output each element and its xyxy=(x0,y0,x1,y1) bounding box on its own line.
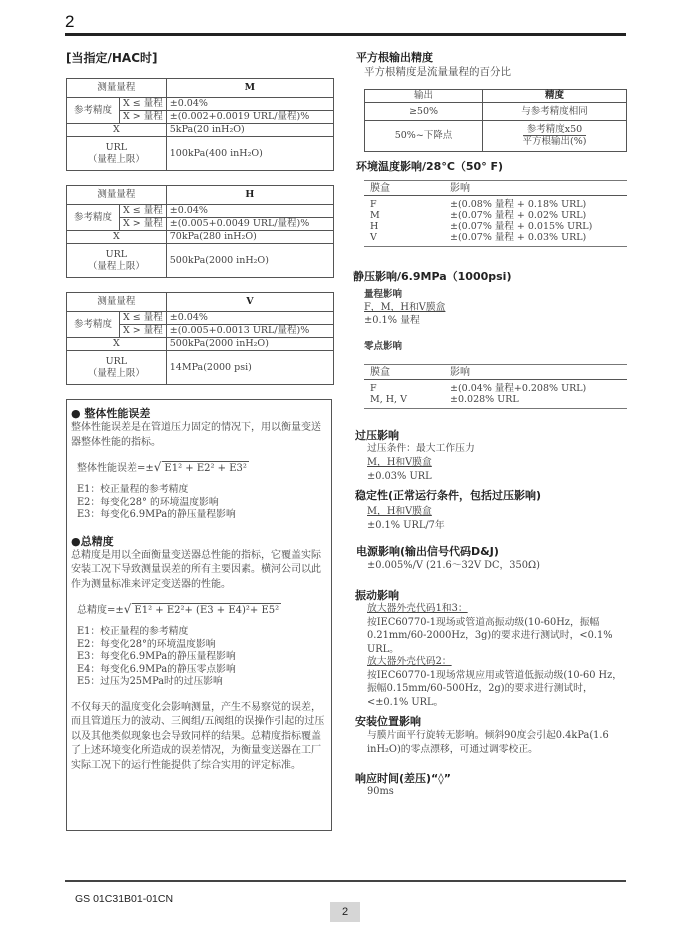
url-value: 500kPa(2000 inH₂O) xyxy=(166,244,333,278)
url-label xyxy=(67,137,167,171)
power-supply-value: ±0.005%/V (21.6～32V DC，350Ω) xyxy=(367,560,540,571)
cond2: X > 量程 xyxy=(120,218,167,231)
overpressure-capsules: M，H和V膜盒 xyxy=(367,457,432,468)
footer-rule xyxy=(65,880,626,882)
sqrt-icon: √ xyxy=(153,460,162,474)
head-output: 输出 xyxy=(365,90,483,103)
sqrt-output-desc: 平方根精度是流量量程的百分比 xyxy=(364,66,511,78)
overall-title: ● 整体性能误差 xyxy=(71,407,151,420)
head-effect: 影响 xyxy=(450,366,470,378)
overpressure-value: ±0.03% URL xyxy=(367,471,432,482)
vibration-code1-text: 按IEC60770-1现场或管道高振动级(10-60Hz，振幅0.21mm/60-2000Hz，3g)的要求进行测试时，<0.1% URL。 xyxy=(367,616,613,655)
section-title-hac: [当指定/HAC时] xyxy=(66,51,158,65)
overall-desc: 整体性能误差是在管道压力固定的情况下，用以衡量变送器整体性能的指标。 xyxy=(71,422,321,448)
total-formula-label: 总精度=± xyxy=(77,605,124,616)
capsule: M, H, V xyxy=(370,394,407,405)
overall-term: E3：每变化6.9MPa的静压量程影响 xyxy=(77,509,236,520)
zero-effect-table xyxy=(364,364,627,409)
effect: ±(0.08% 量程 + 0.18% URL) xyxy=(450,199,587,210)
val2: ±(0.005+0.0013 URL/量程)% xyxy=(166,325,333,338)
mounting-title: 安装位置影响 xyxy=(355,715,421,728)
url-label-sub: （量程上限） xyxy=(87,153,145,165)
power-supply-title: 电源影响(输出信号代码D&J) xyxy=(356,545,499,558)
span-value: ±0.1% 量程 xyxy=(364,315,420,326)
url-label-text: URL xyxy=(105,248,128,260)
capsule: V xyxy=(370,232,377,243)
page-number-top: 2 xyxy=(65,12,75,31)
cond1: X ≤ 量程 xyxy=(120,312,167,325)
head-capsule: 膜盒 xyxy=(370,182,390,194)
vibration-code2-text: 按IEC60770-1现场常规应用或管道低振动级(10-60 Hz，振幅0.15mm/60-500Hz，2g)的要求进行测试时，<±0.1% URL。 xyxy=(367,669,623,708)
x-value: 5kPa(20 inH₂O) xyxy=(166,124,333,137)
total-title: ●总精度 xyxy=(71,534,114,548)
ambient-temp-table xyxy=(364,180,627,247)
accuracy-label: 参考精度 xyxy=(67,312,120,338)
fraction-numerator: 参考精度x50 xyxy=(523,124,587,136)
spec-table-m xyxy=(66,78,334,171)
overall-formula xyxy=(77,460,327,476)
total-formula xyxy=(77,602,327,618)
x-value: 70kPa(280 inH₂O) xyxy=(166,231,333,244)
val1: ±0.04% xyxy=(166,98,333,111)
accuracy-fraction xyxy=(523,124,587,147)
val2: ±(0.002+0.0019 URL/量程)% xyxy=(166,111,333,124)
table-bottom-rule xyxy=(364,247,627,248)
url-label xyxy=(67,244,167,278)
total-term: E4：每变化6.9MPa的静压零点影响 xyxy=(77,663,236,675)
vibration-block xyxy=(367,603,629,709)
head-effect: 影响 xyxy=(450,182,470,194)
overall-formula-label: 整体性能误差=± xyxy=(77,463,154,474)
total-term: E2：每变化28°的环境温度影响 xyxy=(77,638,216,650)
head-accuracy: 精度 xyxy=(483,90,627,103)
sqrt-output-title: 平方根输出精度 xyxy=(356,51,433,64)
cond1: X ≤ 量程 xyxy=(120,205,167,218)
sqrt-output-table xyxy=(364,89,627,152)
page-number-badge: 2 xyxy=(330,902,360,922)
capsule: F xyxy=(370,199,377,210)
overall-term: E1：校正量程的参考精度 xyxy=(77,484,189,495)
span-capsules: F，M，H和V膜盒 xyxy=(364,302,446,313)
accuracy-label: 参考精度 xyxy=(67,205,120,231)
x-value: 500kPa(2000 inH₂O) xyxy=(166,338,333,351)
head-label: 测量量程 xyxy=(67,186,167,205)
x-label: X xyxy=(67,231,167,244)
stability-capsules: M，H和V膜盒 xyxy=(367,506,432,517)
spec-table-v xyxy=(66,292,334,385)
row2-output: 50%~下降点 xyxy=(365,121,483,152)
total-term: E3：每变化6.9MPa的静压量程影响 xyxy=(77,651,236,662)
row2-accuracy xyxy=(483,121,627,152)
val2: ±(0.005+0.0049 URL/量程)% xyxy=(166,218,333,231)
url-label-sub: （量程上限） xyxy=(87,260,145,272)
overpressure-title: 过压影响 xyxy=(355,429,399,442)
response-time-title: 响应时间(差压)“◊” xyxy=(355,772,451,785)
val1: ±0.04% xyxy=(166,205,333,218)
effect: ±(0.04% 量程+0.208% URL) xyxy=(450,383,587,394)
header-rule xyxy=(65,33,626,36)
url-label-text: URL xyxy=(105,355,128,367)
total-desc: 总精度是用以全面衡量变送器总性能的指标，它覆盖实际安装工况下导致测量误差的所有主要因素。横河公司以此作为测量标准来评定变送器的性能。 xyxy=(71,549,321,590)
vibration-code1-label: 放大器外壳代码1和3： xyxy=(367,603,468,614)
capsule: H xyxy=(370,221,379,232)
document-id: GS 01C31B01-01CN xyxy=(75,893,174,905)
overall-formula-expr: E1² + E2² + E3² xyxy=(164,463,247,474)
overpressure-condition: 过压条件：最大工作压力 xyxy=(367,443,475,454)
accuracy-label: 参考精度 xyxy=(67,98,120,124)
capsule-label: H xyxy=(166,186,333,205)
capsule: F xyxy=(370,383,377,394)
cond1: X ≤ 量程 xyxy=(120,98,167,111)
zero-effect-title: 零点影响 xyxy=(364,341,403,352)
url-value: 14MPa(2000 psi) xyxy=(166,351,333,385)
ambient-temp-title: 环境温度影响/28°C（50° F) xyxy=(356,160,504,173)
capsule-label: M xyxy=(166,79,333,98)
fraction-denominator: 平方根输出(%) xyxy=(522,136,587,147)
row1-output: ≥50% xyxy=(365,103,483,121)
total-term: E1：校正量程的参考精度 xyxy=(77,626,189,637)
response-time-value: 90ms xyxy=(367,786,394,797)
url-value: 100kPa(400 inH₂O) xyxy=(166,137,333,171)
effect: ±0.028% URL xyxy=(450,394,519,405)
url-label-sub: （量程上限） xyxy=(87,367,145,379)
total-term: E5：过压为25MPa时的过压影响 xyxy=(77,676,223,687)
static-pressure-title: 静压影响/6.9MPa（1000psi) xyxy=(353,270,512,283)
effect: ±(0.07% 量程 + 0.015% URL) xyxy=(450,221,593,232)
head-label: 测量量程 xyxy=(67,293,167,312)
total-formula-expr: E1² + E2²+ (E3 + E4)²+ E5² xyxy=(134,605,280,616)
table-bottom-rule xyxy=(364,409,627,410)
vibration-title: 振动影响 xyxy=(355,589,399,602)
capsule: M xyxy=(370,210,380,221)
head-capsule: 膜盒 xyxy=(370,366,390,378)
vibration-code2-label: 放大器外壳代码2： xyxy=(367,656,452,667)
mounting-text: 与膜片面平行旋转无影响。倾斜90度会引起0.4kPa(1.6 inH₂O)的零点漂移，可通过调零校正。 xyxy=(367,730,609,755)
spec-table-h xyxy=(66,185,334,278)
effect: ±(0.07% 量程 + 0.03% URL) xyxy=(450,232,587,243)
head-label: 测量量程 xyxy=(67,79,167,98)
effect: ±(0.07% 量程 + 0.02% URL) xyxy=(450,210,587,221)
x-label: X xyxy=(67,338,167,351)
span-effect-title: 量程影响 xyxy=(364,289,403,300)
closing-paragraph: 不仅每天的温度变化会影响测量，产生不易察觉的误差，而且管道压力的波动、三阀组/五阀组的误操作引起的过压以及其他类似现象也会导致同样的结果。总精度指标覆盖了上述环境变化所造成的误差情况，为衡量变送器在工厂实际工况下的运行性能提供了综合实用的评定标准。 xyxy=(71,701,325,771)
capsule-label: V xyxy=(166,293,333,312)
x-label: X xyxy=(67,124,167,137)
url-label xyxy=(67,351,167,385)
stability-title: 稳定性(正常运行条件，包括过压影响) xyxy=(355,489,542,502)
sqrt-icon: √ xyxy=(123,602,132,616)
val1: ±0.04% xyxy=(166,312,333,325)
cond2: X > 量程 xyxy=(120,325,167,338)
overall-term: E2：每变化28° 的环境温度影响 xyxy=(77,496,219,508)
accuracy-explanation-box xyxy=(66,399,332,831)
url-label-text: URL xyxy=(105,141,128,153)
stability-value: ±0.1% URL/7年 xyxy=(367,520,445,531)
cond2: X > 量程 xyxy=(120,111,167,124)
row1-accuracy: 与参考精度相同 xyxy=(483,103,627,121)
